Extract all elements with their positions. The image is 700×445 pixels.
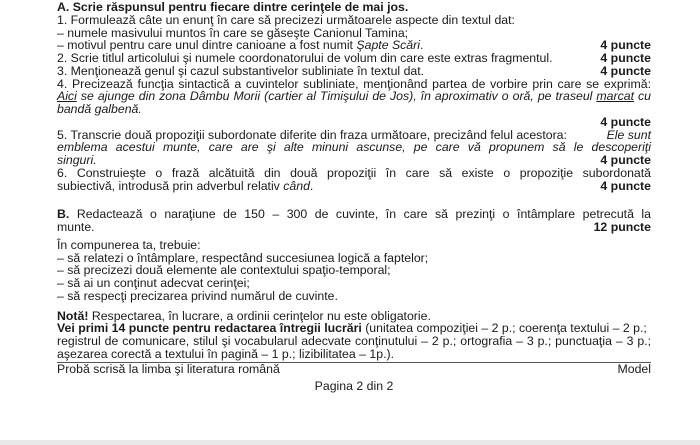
question-5-quote-start: Ele sunt	[606, 127, 651, 142]
quote-middle: se ajunge din zona Dâmbu Morii (cartier al Timişului de Jos), în aproximativ o oră, pe traseul	[76, 89, 597, 104]
note-label: Notă!	[57, 308, 89, 323]
question-3-points: 4 puncte	[600, 63, 651, 78]
section-b-points: 12 puncte	[593, 220, 651, 234]
section-b-task-line-2	[57, 221, 651, 234]
note-scoring-line-3: registrul de comunicare, stilul şi vocabularul adecvate conţinutului – 2 p.; ortografia – 3 p.; punctuaţia – 3 p.;	[57, 334, 651, 348]
question-4-quote	[57, 90, 651, 103]
quote-end: cu	[634, 89, 651, 104]
underlined-marcat: marcat	[596, 89, 634, 104]
question-2-points: 4 puncte	[600, 51, 651, 65]
question-6-end: .	[309, 178, 314, 193]
question-5-text: 5. Transcrie două propoziţii subordonate diferite din fraza următoare, precizând felul acestora:	[57, 127, 567, 142]
question-4-quote-line-2: bandă galbenă.	[57, 102, 142, 116]
page-number: Pagina 2 din 2	[314, 378, 394, 393]
question-6-points: 4 puncte	[600, 178, 651, 193]
question-1-bullet-1: – numele masivului muntos în care se găseşte Canionul Tamina;	[57, 25, 409, 40]
bullet-italic: Şapte Scări	[356, 38, 420, 53]
question-1: 1. Formulează câte un enunţ în care să precizezi următoarele aspecte din textul dat:	[57, 12, 515, 27]
question-5-points: 4 puncte	[600, 153, 651, 167]
section-b-task	[57, 208, 651, 221]
section-b-text: Redactează o naraţiune de 150 – 300 de cuvinte, în care să prezinţi o întâmplare petrecută la	[69, 207, 651, 222]
footer-model: Model	[617, 361, 651, 376]
bottom-edge	[0, 440, 700, 445]
note-text: Respectarea, în lucrare, a ordinii cerinţelor nu este obligatorie.	[88, 308, 431, 323]
bullet-end: .	[419, 38, 424, 53]
question-5-quote: emblema acestui munte, care are şi alte minuni ascunse, pe care vă propunem să le descoperiţi	[57, 140, 651, 155]
question-6-line-2	[57, 180, 651, 193]
footer-subject: Probă scrisă la limba şi literatura română	[57, 361, 280, 376]
question-5-quote-end-row	[57, 154, 651, 167]
question-5-quote-end: singuri.	[57, 153, 97, 167]
section-a-heading: A. Scrie răspunsul pentru fiecare dintre cerinţele de mai jos.	[57, 0, 409, 14]
bullet-text: – motivul pentru care unul dintre canioane a fost numit	[57, 38, 357, 53]
question-3-text: 3. Menţionează genul şi cazul substantivelor subliniate în textul dat.	[57, 63, 425, 78]
question-1-points: 4 puncte	[600, 38, 651, 53]
exam-page	[57, 1, 651, 392]
question-2-text: 2. Scrie titlul articolului şi numele coordonatorului de volum din care este extras fragmentul.	[57, 51, 553, 65]
footer	[57, 363, 651, 377]
section-b-text-2: munte.	[57, 220, 95, 234]
note-scoring-rest: (unitatea compoziţiei – 2 p.; coerenţa textului – 2 p.;	[361, 321, 647, 336]
question-4: 4. Precizează funcţia sintactică a cuvintelor subliniate, menţionând partea de vorbire prin care se exprimă:	[57, 76, 651, 91]
section-b-item: – să relatezi o întâmplare, respectând succesiunea logică a faptelor;	[57, 250, 429, 265]
section-b-item: – să precizezi două elemente ale contextului spaţio-temporal;	[57, 263, 391, 278]
underlined-aici: Aici	[57, 89, 77, 104]
section-b-item: – să respecţi precizarea privind numărul de cuvinte.	[57, 288, 338, 303]
question-4-points: 4 puncte	[600, 114, 651, 129]
note-scoring-line-4: aşezarea corectă a textului în pagină – 1 p.; lizibilitatea – 1p.).	[57, 346, 394, 361]
question-6-text: subiectivă, introdusă prin adverbul relativ	[57, 178, 284, 193]
section-b-label: B.	[57, 207, 70, 222]
note-scoring-bold: Vei primi 14 puncte pentru redactarea întregii lucrări	[57, 321, 362, 336]
section-b-intro: În compunerea ta, trebuie:	[57, 237, 201, 252]
question-6: 6. Construieşte o frază alcătuită din două propoziţii în care să existe o propoziţie subordonată	[57, 165, 651, 180]
section-b-item: – să ai un conţinut adecvat cerinţei;	[57, 276, 250, 290]
question-6-italic: când	[283, 178, 310, 193]
question-3	[57, 65, 651, 78]
